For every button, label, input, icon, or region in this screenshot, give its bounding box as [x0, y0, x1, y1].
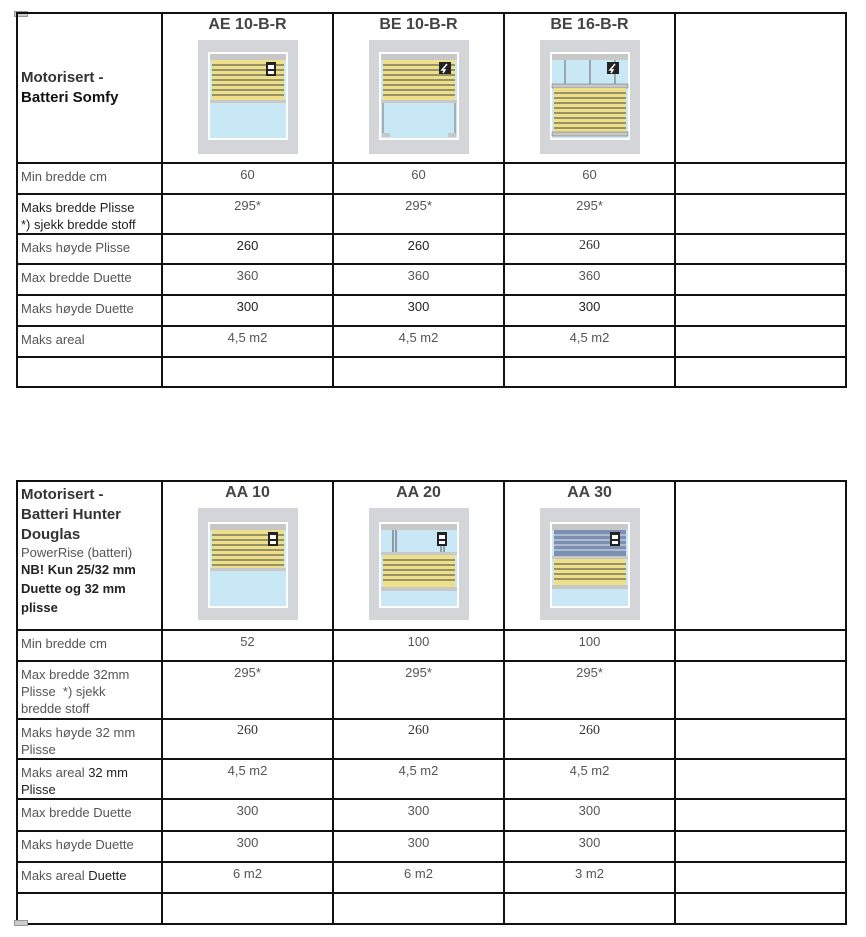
label-line: Maks høyde 32 mm	[21, 725, 136, 740]
table-row	[17, 759, 846, 799]
note-line: plisse	[21, 600, 58, 615]
cell-value: 260	[504, 234, 675, 264]
empty-cell	[675, 481, 846, 630]
battery-icon	[437, 532, 447, 546]
title-line: Motorisert -	[21, 486, 104, 503]
table-row	[17, 862, 846, 893]
empty-cell	[675, 831, 846, 862]
table-row	[17, 234, 846, 264]
cell-value: 4,5 m2	[504, 326, 675, 357]
cell-value: 300	[162, 831, 333, 862]
cell-value: 100	[333, 630, 504, 661]
label-part: Maks areal	[21, 868, 89, 883]
blind-illustration-top-down	[198, 40, 298, 154]
cell-value: 60	[162, 163, 333, 194]
model-header	[504, 13, 675, 163]
header-row	[17, 13, 846, 163]
empty-cell	[675, 661, 846, 719]
row-label: Max bredde Duette	[17, 264, 162, 295]
table-title-cell	[17, 481, 162, 630]
cell-value: 4,5 m2	[333, 326, 504, 357]
cell-value: 260	[504, 719, 675, 759]
table-row	[17, 326, 846, 357]
cell-value: 4,5 m2	[162, 326, 333, 357]
cell-value: 360	[504, 264, 675, 295]
row-label: Max bredde Duette	[17, 799, 162, 831]
cell-value: 60	[504, 163, 675, 194]
empty-cell	[675, 357, 846, 387]
cell-value: 300	[504, 831, 675, 862]
empty-cell	[675, 630, 846, 661]
title-line: Douglas	[21, 526, 81, 543]
cell-value: 4,5 m2	[162, 759, 333, 799]
row-label: Maks høyde Duette	[17, 295, 162, 326]
empty-cell	[675, 13, 846, 163]
empty-cell	[504, 893, 675, 924]
model-name: AE 10-B-R	[208, 16, 287, 33]
empty-cell	[675, 799, 846, 831]
cell-value: 300	[162, 295, 333, 326]
label-part: 32 mm	[88, 765, 128, 780]
empty-cell	[675, 264, 846, 295]
table-title	[21, 68, 161, 108]
battery-icon	[610, 532, 620, 546]
blind-illustration-top-down-bottom-up	[540, 40, 640, 154]
somfy-spec-table	[16, 12, 847, 388]
battery-icon	[268, 532, 278, 546]
cell-value: 52	[162, 630, 333, 661]
blind-illustration-day-night	[540, 508, 640, 620]
cell-value: 300	[333, 831, 504, 862]
row-label: Min bredde cm	[17, 630, 162, 661]
cell-value: 3 m2	[504, 862, 675, 893]
empty-cell	[675, 759, 846, 799]
label-part: Duette	[88, 868, 127, 883]
cell-value: 60	[333, 163, 504, 194]
model-name: BE 16-B-R	[550, 16, 629, 33]
table-row	[17, 194, 846, 234]
cell-value: 300	[504, 295, 675, 326]
empty-cell	[17, 893, 162, 924]
cell-value: 300	[333, 295, 504, 326]
table-row	[17, 163, 846, 194]
model-name: AA 20	[396, 484, 441, 501]
table-row	[17, 799, 846, 831]
table-row	[17, 661, 846, 719]
empty-cell	[675, 893, 846, 924]
cell-value: 4,5 m2	[333, 759, 504, 799]
model-header	[504, 481, 675, 630]
empty-cell	[17, 357, 162, 387]
header-row	[17, 481, 846, 630]
label-line: Plisse	[21, 782, 56, 797]
cell-value: 6 m2	[333, 862, 504, 893]
cell-value: 295*	[162, 661, 333, 719]
cell-value: 6 m2	[162, 862, 333, 893]
table-row	[17, 295, 846, 326]
row-label	[17, 719, 162, 759]
cell-value: 295*	[504, 194, 675, 234]
cell-value: 300	[504, 799, 675, 831]
empty-cell	[675, 326, 846, 357]
empty-row	[17, 893, 846, 924]
model-name: AA 10	[225, 484, 270, 501]
solar-lightning-icon	[439, 62, 451, 74]
row-label: Maks areal	[17, 326, 162, 357]
row-label	[17, 661, 162, 719]
label-line: Plisse *) sjekk	[21, 684, 106, 699]
note-line: NB! Kun 25/32 mm	[21, 562, 136, 577]
cell-value: 360	[162, 264, 333, 295]
model-header	[162, 481, 333, 630]
cell-value: 295*	[504, 661, 675, 719]
row-label: Min bredde cm	[17, 163, 162, 194]
battery-icon	[266, 62, 276, 76]
cell-value: 300	[333, 799, 504, 831]
row-label	[17, 862, 162, 893]
model-header	[333, 13, 504, 163]
empty-cell	[333, 357, 504, 387]
empty-cell	[675, 194, 846, 234]
empty-cell	[162, 893, 333, 924]
table-title-cell	[17, 13, 162, 163]
table-row	[17, 831, 846, 862]
corner-marker	[14, 920, 28, 926]
empty-cell	[162, 357, 333, 387]
empty-cell	[333, 893, 504, 924]
cell-value: 260	[333, 719, 504, 759]
blind-illustration-bottom-up	[369, 508, 469, 620]
label-line: Plisse	[21, 742, 56, 757]
label-line: bredde stoff	[21, 701, 90, 716]
row-label: Maks høyde Duette	[17, 831, 162, 862]
empty-cell	[675, 862, 846, 893]
title-line: Batteri Somfy	[21, 89, 119, 106]
cell-value: 100	[504, 630, 675, 661]
model-name: AA 30	[567, 484, 612, 501]
note-line: Duette og 32 mm	[21, 581, 126, 596]
title-line: Batteri Hunter	[21, 506, 122, 523]
label-line: *) sjekk bredde stoff	[21, 217, 136, 232]
title-line: Motorisert -	[21, 69, 104, 86]
label-part: Maks areal	[21, 765, 89, 780]
empty-cell	[504, 357, 675, 387]
solar-lightning-icon	[607, 62, 619, 74]
row-label: Maks høyde Plisse	[17, 234, 162, 264]
cell-value: 260	[162, 719, 333, 759]
model-header	[333, 481, 504, 630]
cell-value: 295*	[333, 661, 504, 719]
subtitle: PowerRise (batteri)	[21, 545, 133, 560]
blind-illustration-top-down	[198, 508, 298, 620]
cell-value: 260	[162, 234, 333, 264]
empty-row	[17, 357, 846, 387]
hunter-douglas-spec-table	[16, 480, 847, 925]
model-header	[162, 13, 333, 163]
label-line: Maks bredde Plisse	[21, 200, 135, 215]
cell-value: 295*	[333, 194, 504, 234]
empty-cell	[675, 295, 846, 326]
table-row	[17, 630, 846, 661]
cell-value: 295*	[162, 194, 333, 234]
empty-cell	[675, 234, 846, 264]
cell-value: 300	[162, 799, 333, 831]
cell-value: 4,5 m2	[504, 759, 675, 799]
row-label	[17, 759, 162, 799]
cell-value: 260	[333, 234, 504, 264]
empty-cell	[675, 719, 846, 759]
empty-cell	[675, 163, 846, 194]
table-row	[17, 264, 846, 295]
blind-illustration-top-down	[369, 40, 469, 154]
model-name: BE 10-B-R	[379, 16, 458, 33]
note	[21, 560, 158, 617]
table-title	[21, 485, 158, 545]
table-row	[17, 719, 846, 759]
row-label	[17, 194, 162, 234]
label-line: Max bredde 32mm	[21, 667, 130, 682]
cell-value: 360	[333, 264, 504, 295]
